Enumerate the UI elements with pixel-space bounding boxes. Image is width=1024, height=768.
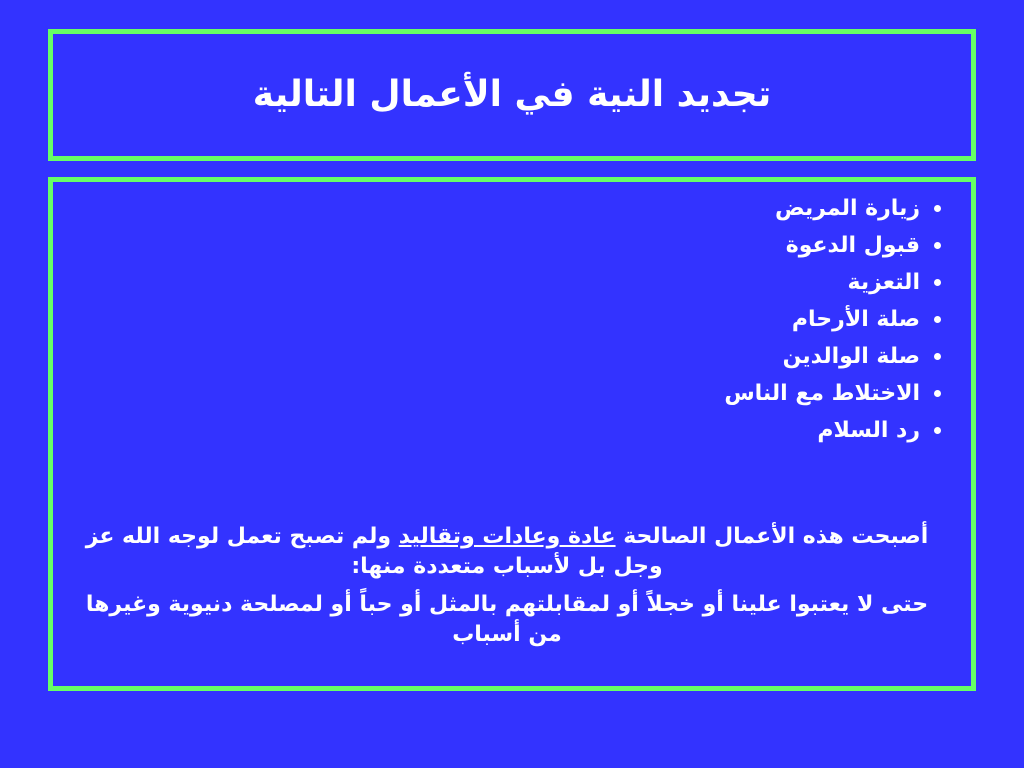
bullet-text: التعزية bbox=[847, 270, 920, 295]
paragraph-1-underlined: عادة وعادات وتقاليد bbox=[398, 524, 616, 549]
bullet-item bbox=[724, 375, 941, 412]
bullet-dot-icon bbox=[934, 242, 941, 249]
content-box bbox=[48, 177, 976, 691]
paragraph-1 bbox=[73, 522, 941, 582]
bullet-text: صلة الأرحام bbox=[791, 307, 920, 332]
paragraph-1-part2: ولم تصبح تعمل لوجه الله عز وجل بل لأسباب متعددة منها: bbox=[85, 524, 663, 579]
slide-title: تجديد النية في الأعمال التالية bbox=[252, 74, 772, 116]
bullet-dot-icon bbox=[934, 353, 941, 360]
bullet-dot-icon bbox=[934, 279, 941, 286]
bullet-item bbox=[724, 264, 941, 301]
paragraph-1-part1: أصبحت هذه الأعمال الصالحة bbox=[615, 524, 929, 549]
bullet-item bbox=[724, 301, 941, 338]
bullet-text: رد السلام bbox=[817, 418, 920, 443]
bullet-item bbox=[724, 190, 941, 227]
bullet-text: قبول الدعوة bbox=[785, 233, 920, 258]
bullet-text: الاختلاط مع الناس bbox=[724, 381, 920, 406]
bullet-text: صلة الوالدين bbox=[782, 344, 920, 369]
paragraph-2: حتى لا يعتبوا علينا أو خجلاً أو لمقابلتهم بالمثل أو حباً أو لمصلحة دنيوية وغيرها من أسباب bbox=[85, 592, 929, 647]
bullet-dot-icon bbox=[934, 390, 941, 397]
bullet-item bbox=[724, 412, 941, 449]
bullet-dot-icon bbox=[934, 427, 941, 434]
title-box bbox=[48, 29, 976, 161]
bullet-dot-icon bbox=[934, 205, 941, 212]
bullet-item bbox=[724, 227, 941, 264]
bullet-item bbox=[724, 338, 941, 375]
bullet-text: زيارة المريض bbox=[774, 196, 920, 221]
paragraph-block bbox=[73, 522, 941, 658]
bullet-dot-icon bbox=[934, 316, 941, 323]
bullet-list bbox=[724, 190, 941, 449]
